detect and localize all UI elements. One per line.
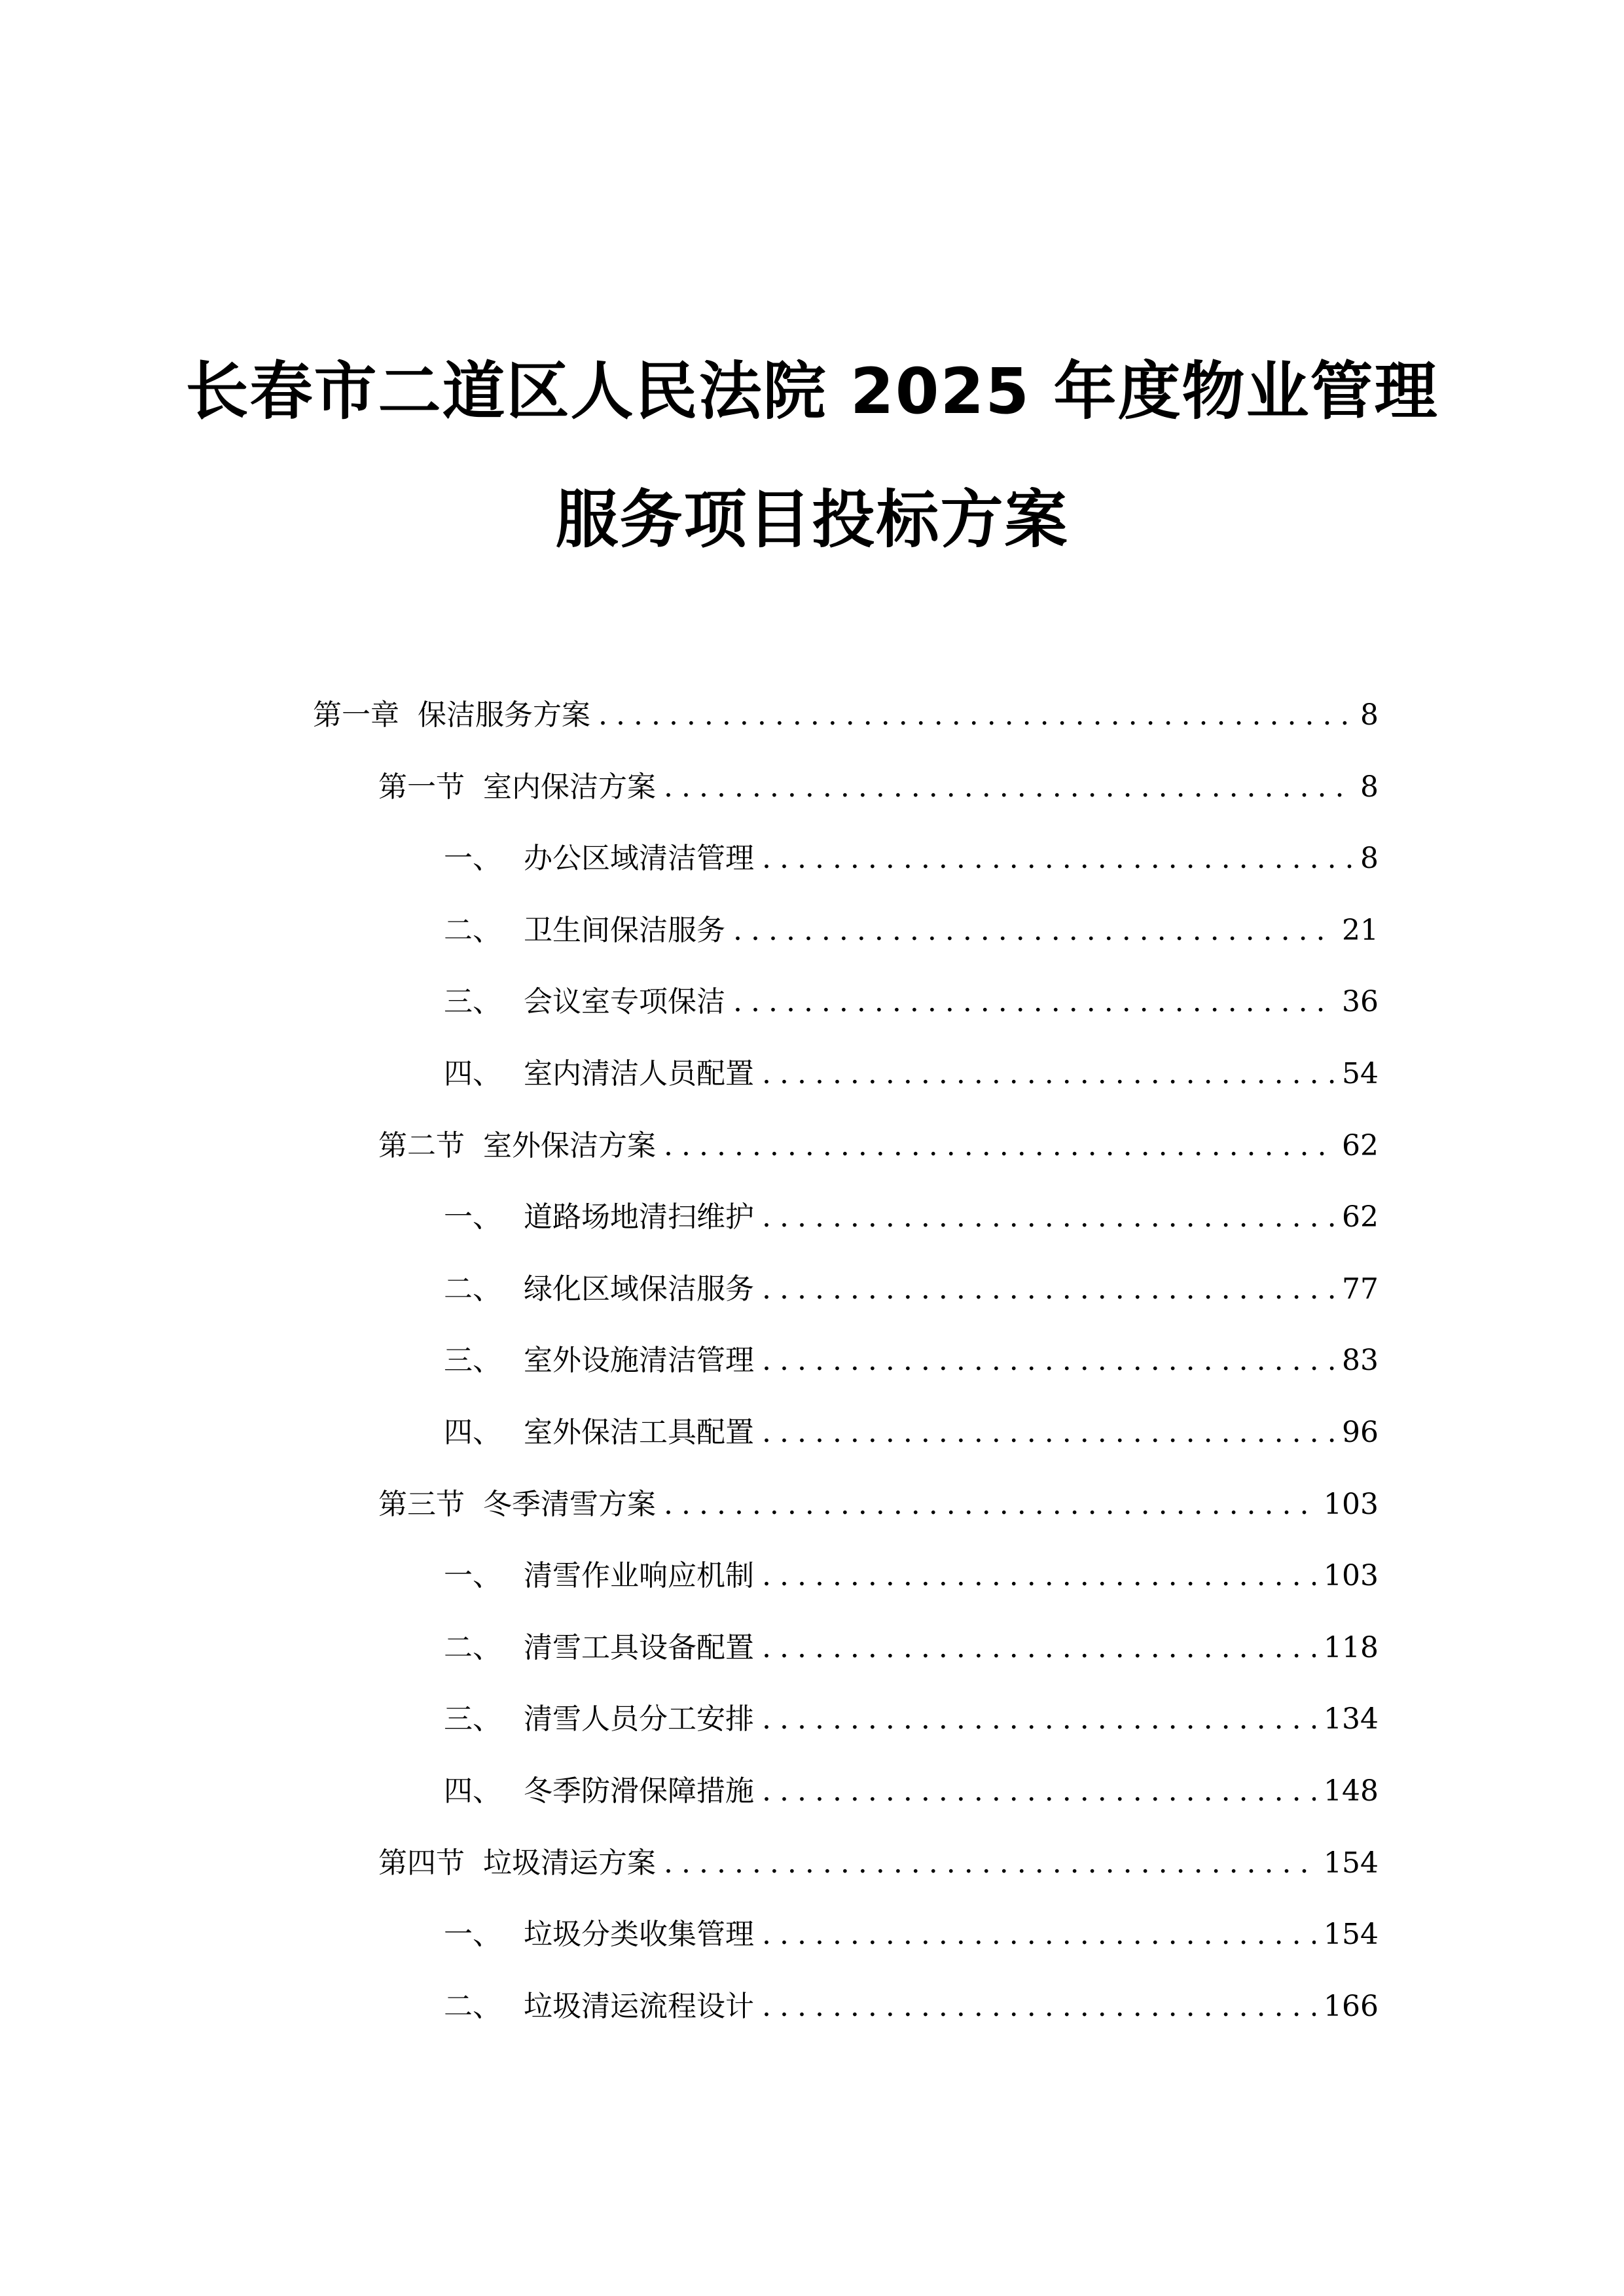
toc-entry-number: 三、 xyxy=(444,985,501,1019)
toc-entry-title: 道路场地清扫维护 xyxy=(524,1200,754,1234)
toc-entry-page: 166 xyxy=(1324,1989,1379,2023)
toc-entry-title: 清雪人员分工安排 xyxy=(524,1702,754,1736)
toc-entry-page: 96 xyxy=(1342,1416,1379,1449)
toc-entry[interactable] xyxy=(444,911,1379,950)
toc-entry-title: 清雪作业响应机制 xyxy=(524,1559,754,1593)
toc-entry-number: 第一节 xyxy=(378,770,465,804)
toc-dot-leader xyxy=(762,1556,1316,1596)
toc-entry[interactable] xyxy=(444,1270,1379,1309)
toc-dot-leader xyxy=(762,1413,1334,1452)
toc-entry-number: 三、 xyxy=(444,1702,501,1736)
toc-entry-number: 第二节 xyxy=(378,1128,465,1162)
toc-entry-page: 54 xyxy=(1342,1057,1379,1090)
toc-entry[interactable] xyxy=(444,1198,1379,1237)
toc-dot-leader xyxy=(762,1772,1316,1811)
toc-entry-title: 室外设施清洁管理 xyxy=(524,1344,754,1378)
toc-entry-page: 154 xyxy=(1324,1846,1379,1880)
toc-dot-leader xyxy=(762,1987,1316,2026)
toc-entry[interactable] xyxy=(444,1700,1379,1739)
toc-entry-page: 83 xyxy=(1342,1344,1379,1378)
toc-entry-title: 室内保洁方案 xyxy=(483,770,656,804)
toc-entry[interactable] xyxy=(444,1772,1379,1811)
toc-entry[interactable] xyxy=(444,1987,1379,2026)
toc-entry-page: 134 xyxy=(1324,1702,1379,1736)
toc-entry-page: 103 xyxy=(1324,1559,1379,1593)
toc-entry-page: 8 xyxy=(1360,698,1379,732)
toc-entry-title: 冬季防滑保障措施 xyxy=(524,1774,754,1808)
toc-entry-number: 二、 xyxy=(444,1989,501,2023)
toc-entry-title: 室内清洁人员配置 xyxy=(524,1057,754,1090)
toc-entry[interactable] xyxy=(444,1628,1379,1668)
toc-entry-title: 垃圾清运流程设计 xyxy=(524,1989,754,2023)
toc-entry-title: 室外保洁工具配置 xyxy=(524,1416,754,1449)
toc-entry-title: 保洁服务方案 xyxy=(418,698,590,732)
toc-entry[interactable] xyxy=(378,1485,1379,1524)
toc-entry-number: 四、 xyxy=(444,1416,501,1449)
toc-entry-number: 一、 xyxy=(444,1559,501,1593)
toc-entry-title: 办公区域清洁管理 xyxy=(524,842,754,876)
toc-entry[interactable] xyxy=(378,1126,1379,1166)
toc-entry-title: 清雪工具设备配置 xyxy=(524,1630,754,1664)
toc-dot-leader xyxy=(762,1628,1316,1668)
toc-entry-number: 一、 xyxy=(444,1200,501,1234)
toc-entry[interactable] xyxy=(444,1915,1379,1954)
toc-entry-page: 118 xyxy=(1324,1630,1379,1664)
toc-entry-page: 21 xyxy=(1342,913,1379,947)
toc-entry-number: 一、 xyxy=(444,1918,501,1952)
toc-entry-title: 卫生间保洁服务 xyxy=(524,913,725,947)
toc-entry-page: 62 xyxy=(1342,1128,1379,1162)
toc-entry[interactable] xyxy=(378,1844,1379,1883)
toc-dot-leader xyxy=(762,1341,1334,1380)
toc-entry[interactable] xyxy=(444,1556,1379,1596)
toc-entry[interactable] xyxy=(444,982,1379,1022)
toc-entry-number: 第一章 xyxy=(313,698,399,732)
title-line-1: 长春市二道区人民法院 2025 年度物业管理 xyxy=(185,355,1439,428)
toc-entry-number: 一、 xyxy=(444,842,501,876)
toc-dot-leader xyxy=(733,982,1334,1022)
toc-entry-title: 绿化区域保洁服务 xyxy=(524,1272,754,1306)
toc-entry[interactable] xyxy=(444,839,1379,878)
toc-dot-leader xyxy=(733,911,1334,950)
toc-dot-leader xyxy=(664,1126,1334,1166)
document-title xyxy=(0,327,1624,584)
toc-entry-number: 二、 xyxy=(444,1272,501,1306)
toc-dot-leader xyxy=(762,1915,1316,1954)
toc-entry[interactable] xyxy=(313,696,1379,735)
toc-entry-page: 36 xyxy=(1342,985,1379,1019)
toc-entry-number: 第三节 xyxy=(378,1487,465,1521)
toc-entry-number: 第四节 xyxy=(378,1846,465,1880)
title-line-2: 服务项目投标方案 xyxy=(555,483,1069,556)
toc-entry[interactable] xyxy=(444,1054,1379,1094)
toc-dot-leader xyxy=(762,1700,1316,1739)
toc-entry-page: 148 xyxy=(1324,1774,1379,1808)
toc-entry-number: 二、 xyxy=(444,913,501,947)
toc-entry-title: 室外保洁方案 xyxy=(483,1128,656,1162)
toc-dot-leader xyxy=(598,696,1352,735)
toc-entry-page: 8 xyxy=(1360,842,1379,876)
toc-entry-title: 垃圾清运方案 xyxy=(483,1846,656,1880)
toc-dot-leader xyxy=(762,1270,1334,1309)
toc-entry[interactable] xyxy=(378,768,1379,807)
toc-entry-page: 8 xyxy=(1360,770,1379,804)
toc-dot-leader xyxy=(762,839,1352,878)
toc-entry-number: 三、 xyxy=(444,1344,501,1378)
toc-entry-number: 四、 xyxy=(444,1774,501,1808)
toc-entry-page: 77 xyxy=(1342,1272,1379,1306)
toc-entry-number: 四、 xyxy=(444,1057,501,1090)
toc-dot-leader xyxy=(762,1054,1334,1094)
toc-entry-page: 154 xyxy=(1324,1918,1379,1952)
toc-entry-title: 垃圾分类收集管理 xyxy=(524,1918,754,1952)
toc-entry[interactable] xyxy=(444,1413,1379,1452)
toc-dot-leader xyxy=(664,768,1352,807)
toc-entry-title: 冬季清雪方案 xyxy=(483,1487,656,1521)
toc-entry-page: 103 xyxy=(1324,1487,1379,1521)
toc-entry-number: 二、 xyxy=(444,1630,501,1664)
toc-dot-leader xyxy=(664,1485,1316,1524)
toc-entry[interactable] xyxy=(444,1341,1379,1380)
toc-entry-page: 62 xyxy=(1342,1200,1379,1234)
toc-entry-title: 会议室专项保洁 xyxy=(524,985,725,1019)
toc-dot-leader xyxy=(762,1198,1334,1237)
toc-dot-leader xyxy=(664,1844,1316,1883)
